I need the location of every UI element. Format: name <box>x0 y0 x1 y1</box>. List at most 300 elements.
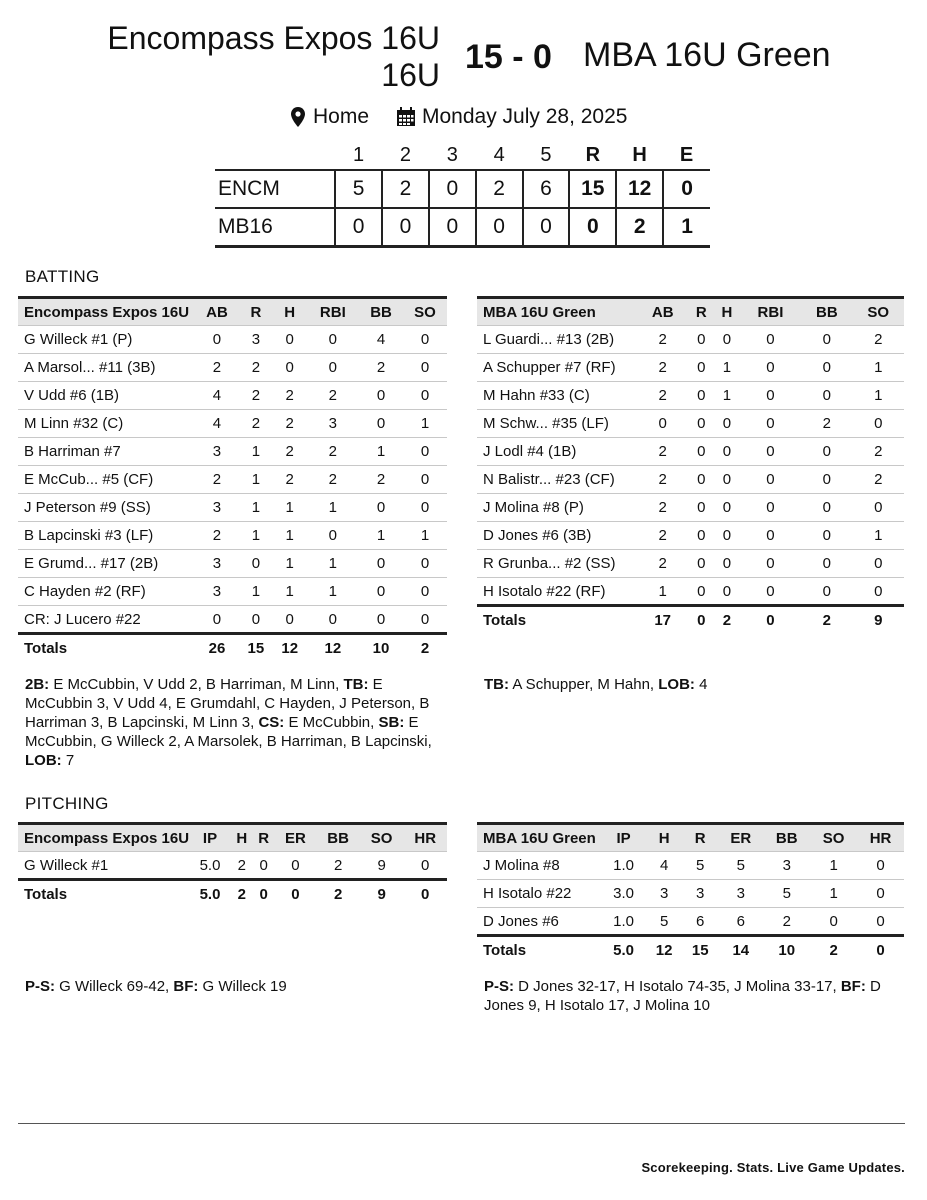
stat-value: 2 <box>874 471 883 488</box>
stat-value: 0 <box>697 527 706 544</box>
table-header-row <box>477 298 904 326</box>
note-label: TB: <box>343 676 369 693</box>
stat-value: 1 <box>328 583 338 600</box>
stat-value: 0 <box>822 387 831 404</box>
totals-row <box>18 880 447 908</box>
stat-value: 0 <box>420 443 430 460</box>
total-value: 12 <box>281 639 299 657</box>
stat-value: 2 <box>658 499 667 516</box>
total-value: 2 <box>822 611 831 629</box>
stat-value: 0 <box>251 555 261 572</box>
stat-value: 2 <box>328 443 338 460</box>
stat-value: 2 <box>285 471 294 488</box>
note-text: E McCubbin 3, V Udd 4, E Grumdahl, C Hayden, J Peterson, B Harriman 3, B Lapcinski, M Linn 3, <box>25 676 430 731</box>
stat-value: 2 <box>658 555 667 572</box>
stat-value: 1 <box>874 359 883 376</box>
stat-value: 3 <box>782 857 791 874</box>
inning-header: 3 <box>446 144 458 166</box>
note-label: BF: <box>173 978 199 995</box>
player-name: V Udd #6 (1B) <box>24 387 120 404</box>
stat-value: 0 <box>285 610 294 628</box>
stat-value: 1 <box>285 527 294 544</box>
player-name: H Isotalo #22 (RF) <box>483 582 606 600</box>
note-text: G Willeck 19 <box>198 978 287 995</box>
stat-column-header: SO <box>414 303 436 321</box>
table-row <box>18 494 447 522</box>
stat-value: 2 <box>874 443 883 460</box>
stat-value: 0 <box>766 555 775 572</box>
table-header-row <box>477 824 904 852</box>
total-value: 10 <box>372 639 390 657</box>
stat-value: 5 <box>736 857 745 874</box>
table-row <box>18 522 447 550</box>
stat-value: 0 <box>874 499 883 516</box>
linescore-row <box>215 170 710 208</box>
table-row <box>477 880 904 908</box>
stat-value: 3 <box>212 555 222 572</box>
hits-header: H <box>632 144 647 166</box>
total-value: 2 <box>333 885 343 903</box>
stat-value: 0 <box>722 443 732 460</box>
stat-value: 5 <box>696 857 705 874</box>
stat-value: 0 <box>291 856 300 874</box>
stat-value: 0 <box>697 555 706 572</box>
note-text: G Willeck 69-42, <box>55 978 174 995</box>
stat-value: 3 <box>659 885 669 902</box>
note-label: SB: <box>378 714 405 731</box>
stat-value: 2 <box>328 471 338 488</box>
errors-header: E <box>679 144 694 166</box>
stat-value: 0 <box>328 610 338 628</box>
note-text: E McCubbin, <box>284 714 379 731</box>
stat-value: 0 <box>822 555 831 572</box>
table-row <box>477 494 904 522</box>
stat-value: 0 <box>420 471 430 488</box>
total-value: 2 <box>722 611 732 629</box>
table-row <box>18 466 447 494</box>
stat-value: 0 <box>766 359 775 376</box>
player-name: B Lapcinski #3 (LF) <box>24 527 154 544</box>
stat-value: 1 <box>251 499 261 516</box>
stat-value: 3.0 <box>613 885 634 902</box>
away-batting-notes <box>484 675 904 694</box>
player-name: C Hayden #2 (RF) <box>24 583 146 600</box>
total-value: 2 <box>237 885 247 903</box>
stat-value: 0 <box>420 359 430 376</box>
stat-value: 0 <box>697 443 706 460</box>
stat-value: 0 <box>212 610 222 628</box>
stat-column-header: SO <box>370 829 393 847</box>
table-row <box>477 466 904 494</box>
stat-value: 3 <box>328 415 338 432</box>
totals-label: Totals <box>483 941 527 959</box>
stat-column-header: H <box>721 303 733 321</box>
stat-value: 0 <box>697 582 706 600</box>
stat-value: 5.0 <box>199 856 221 874</box>
total-value: 9 <box>377 885 386 903</box>
stat-value: 2 <box>822 415 831 432</box>
linescore-row <box>215 208 710 246</box>
stat-value: 0 <box>328 331 338 348</box>
total-value: 0 <box>876 941 885 959</box>
linescore-team: ENCM <box>218 177 280 200</box>
stat-value: 0 <box>212 331 222 348</box>
game-date <box>396 105 627 129</box>
stat-value: 0 <box>766 527 775 544</box>
stat-value: 1 <box>251 583 261 600</box>
stat-value: 0 <box>722 499 732 516</box>
stat-value: 0 <box>420 610 430 628</box>
table-row <box>477 326 904 354</box>
stat-value: 0 <box>251 610 261 628</box>
total-value: 17 <box>654 611 672 629</box>
stat-column-header: SO <box>822 829 845 847</box>
stat-value: 0 <box>420 331 430 348</box>
total-value: 0 <box>291 885 300 903</box>
stat-value: 2 <box>212 527 222 544</box>
stat-value: 0 <box>722 331 732 348</box>
stat-value: 6 <box>696 912 705 930</box>
stat-value: 5 <box>782 885 791 902</box>
stat-value: 1 <box>251 527 261 544</box>
table-row <box>477 382 904 410</box>
totals-row <box>477 936 904 964</box>
player-name: M Linn #32 (C) <box>24 415 124 432</box>
linescore-header-row <box>215 142 710 170</box>
team-name-header: Encompass Expos 16U <box>24 829 190 847</box>
team-name-header: MBA 16U Green <box>483 829 596 847</box>
stat-value: 3 <box>251 331 261 348</box>
stat-value: 2 <box>658 359 667 376</box>
totals-label: Totals <box>483 611 527 629</box>
note-label: TB: <box>484 676 509 693</box>
stat-value: 0 <box>376 499 386 516</box>
table-header-row <box>18 824 447 852</box>
away-batting-table <box>477 296 904 634</box>
note-text: D Jones 32-17, H Isotalo 74-35, J Molina 33-17, <box>514 978 841 995</box>
totals-row <box>18 634 447 662</box>
stat-value: 0 <box>328 527 338 544</box>
stat-column-header: RBI <box>319 303 346 321</box>
total-value: 14 <box>732 941 750 959</box>
player-name: G Willeck #1 <box>24 856 109 874</box>
stat-value: 0 <box>421 856 430 874</box>
stat-value: 0 <box>420 387 430 404</box>
stat-value: 1 <box>328 555 338 572</box>
table-row <box>477 908 904 936</box>
stat-value: 0 <box>822 499 831 516</box>
stat-value: 0 <box>420 499 430 516</box>
stat-value: 0 <box>766 499 775 516</box>
total-value: 15 <box>247 639 265 657</box>
table-row <box>477 354 904 382</box>
stat-column-header: AB <box>651 303 674 321</box>
table-row <box>477 852 904 880</box>
stat-value: 0 <box>328 359 338 376</box>
stat-value: 3 <box>212 499 222 516</box>
inning-score: 2 <box>382 170 429 208</box>
stat-value: 0 <box>822 331 831 348</box>
stat-value: 0 <box>658 415 667 432</box>
errors-total: 1 <box>663 208 710 246</box>
stat-value: 4 <box>376 331 386 348</box>
table-row <box>477 550 904 578</box>
stat-value: 2 <box>251 359 261 376</box>
stat-value: 9 <box>377 856 386 874</box>
player-name: G Willeck #1 (P) <box>24 331 133 348</box>
stat-value: 1 <box>420 527 430 544</box>
table-header-row <box>18 298 447 326</box>
inning-header: 2 <box>399 144 411 166</box>
player-name: J Molina #8 <box>483 857 560 874</box>
stat-value: 0 <box>822 527 831 544</box>
total-value: 26 <box>208 639 226 657</box>
inning-score: 0 <box>476 208 523 246</box>
errors-total: 0 <box>663 170 710 208</box>
pitching-section-title: PITCHING <box>25 794 109 813</box>
stat-value: 0 <box>722 415 732 432</box>
stat-column-header: H <box>284 303 296 321</box>
note-label: P-S: <box>484 978 514 995</box>
totals-label: Totals <box>24 639 68 657</box>
player-name: D Jones #6 (3B) <box>483 527 592 544</box>
note-text: A Schupper, M Hahn, <box>509 676 659 693</box>
stat-value: 1 <box>285 499 294 516</box>
home-batting-notes <box>25 675 445 770</box>
stat-value: 2 <box>251 387 261 404</box>
stat-value: 0 <box>376 555 386 572</box>
final-score: 15 - 0 <box>465 38 552 76</box>
stat-value: 0 <box>766 471 775 488</box>
total-value: 10 <box>778 941 796 959</box>
total-value: 0 <box>421 885 430 903</box>
stat-value: 4 <box>212 387 222 404</box>
stat-column-header: ER <box>730 829 752 847</box>
stat-value: 2 <box>658 387 667 404</box>
stat-value: 2 <box>376 359 386 376</box>
stat-value: 0 <box>874 415 883 432</box>
stat-value: 0 <box>376 415 386 432</box>
stat-value: 0 <box>766 387 775 404</box>
table-row <box>18 852 447 880</box>
total-value: 2 <box>420 639 430 657</box>
stat-value: 1 <box>829 857 838 874</box>
stat-column-header: AB <box>206 303 228 321</box>
home-pitching-table <box>18 822 447 908</box>
stat-column-header: H <box>236 829 248 847</box>
note-label: LOB: <box>658 676 695 693</box>
stat-column-header: RBI <box>757 303 784 321</box>
stat-value: 0 <box>376 610 386 628</box>
player-name: M Hahn #33 (C) <box>483 387 590 404</box>
player-name: J Molina #8 (P) <box>483 499 584 516</box>
stat-value: 0 <box>822 471 831 488</box>
inning-score: 0 <box>429 208 476 246</box>
total-value: 0 <box>697 611 706 629</box>
game-meta <box>0 103 927 133</box>
total-value: 12 <box>655 941 673 959</box>
note-label: 2B: <box>25 676 50 693</box>
total-value: 15 <box>691 941 709 959</box>
stat-value: 2 <box>658 443 667 460</box>
stat-value: 1 <box>376 443 386 460</box>
stat-value: 0 <box>697 359 706 376</box>
note-label: P-S: <box>25 978 55 995</box>
stat-value: 1 <box>376 527 386 544</box>
stat-value: 2 <box>251 415 261 432</box>
stat-value: 2 <box>874 331 883 348</box>
total-value: 9 <box>874 611 883 629</box>
footer-tagline: Scorekeeping. Stats. Live Game Updates. <box>641 1160 905 1175</box>
runs-header: R <box>585 144 601 166</box>
stat-value: 0 <box>876 912 885 930</box>
calendar-icon <box>396 107 416 127</box>
stat-value: 0 <box>697 331 706 348</box>
player-name: E McCub... #5 (CF) <box>24 471 154 488</box>
stat-column-header: R <box>250 303 262 321</box>
stat-value: 1.0 <box>613 857 634 874</box>
stat-column-header: BB <box>370 303 392 321</box>
location-label: Home <box>313 105 370 128</box>
stat-value: 1 <box>722 387 732 404</box>
stat-value: 2 <box>658 331 667 348</box>
runs-total: 15 <box>569 170 616 208</box>
stat-value: 2 <box>328 387 338 404</box>
inning-score: 6 <box>523 170 570 208</box>
stat-value: 2 <box>285 387 294 404</box>
stat-value: 2 <box>237 856 247 874</box>
total-value: 0 <box>766 611 775 629</box>
stat-value: 0 <box>822 582 831 600</box>
stat-value: 1 <box>251 471 261 488</box>
inning-score: 2 <box>476 170 523 208</box>
stat-value: 0 <box>822 443 831 460</box>
stat-value: 1 <box>829 885 838 902</box>
note-label: CS: <box>258 714 285 731</box>
stat-column-header: R <box>258 829 270 847</box>
inning-score: 0 <box>523 208 570 246</box>
stat-value: 0 <box>876 857 885 874</box>
table-row <box>18 550 447 578</box>
table-row <box>477 578 904 606</box>
stat-value: 0 <box>722 555 732 572</box>
stat-value: 0 <box>285 331 294 348</box>
inning-score: 0 <box>382 208 429 246</box>
stat-column-header: SO <box>867 303 890 321</box>
total-value: 5.0 <box>613 941 634 959</box>
totals-row <box>477 606 904 634</box>
player-name: E Grumd... #17 (2B) <box>24 555 159 572</box>
stat-value: 0 <box>874 555 883 572</box>
stat-value: 3 <box>212 583 222 600</box>
stat-value: 0 <box>420 555 430 572</box>
table-row <box>18 410 447 438</box>
stat-value: 1 <box>285 583 294 600</box>
stat-column-header: BB <box>327 829 349 847</box>
stat-value: 0 <box>722 527 732 544</box>
table-row <box>18 578 447 606</box>
stat-column-header: HR <box>869 829 892 847</box>
stat-column-header: R <box>695 303 707 321</box>
stat-value: 0 <box>876 885 885 902</box>
stat-value: 0 <box>420 583 430 600</box>
stat-value: 0 <box>722 582 732 600</box>
player-name: M Schw... #35 (LF) <box>483 415 609 432</box>
stat-column-header: H <box>658 829 670 847</box>
player-name: J Lodl #4 (1B) <box>483 443 577 460</box>
table-row <box>477 522 904 550</box>
note-label: BF: <box>840 978 866 995</box>
stat-value: 0 <box>766 331 775 348</box>
table-row <box>18 382 447 410</box>
linescore-table <box>215 142 710 248</box>
table-row <box>18 326 447 354</box>
stat-value: 0 <box>697 387 706 404</box>
inning-header: 1 <box>353 144 365 166</box>
table-row <box>18 606 447 634</box>
stat-value: 0 <box>766 582 775 600</box>
table-row <box>18 438 447 466</box>
note-label: LOB: <box>25 752 62 769</box>
inning-score: 0 <box>335 208 382 246</box>
player-name: R Grunba... #2 (SS) <box>483 555 616 572</box>
stat-value: 0 <box>285 359 294 376</box>
table-row <box>477 410 904 438</box>
totals-label: Totals <box>24 885 68 903</box>
player-name: H Isotalo #22 <box>483 885 572 902</box>
table-row <box>18 354 447 382</box>
stat-value: 3 <box>696 885 705 902</box>
home-team-name: Encompass Expos 16U 16U <box>107 20 440 93</box>
player-name: A Schupper #7 (RF) <box>483 359 616 376</box>
player-name: B Harriman #7 <box>24 443 121 460</box>
hits-total: 2 <box>616 208 663 246</box>
stat-value: 0 <box>766 415 775 432</box>
stat-column-header: BB <box>815 303 838 321</box>
stat-value: 2 <box>212 359 222 376</box>
stat-column-header: R <box>694 829 706 847</box>
home-batting-table <box>18 296 447 662</box>
stat-value: 1 <box>722 359 732 376</box>
note-text: 4 <box>694 676 708 693</box>
stat-value: 0 <box>376 583 386 600</box>
home-pitching-notes <box>25 977 445 996</box>
batting-section-title: BATTING <box>25 267 100 286</box>
player-name: L Guardi... #13 (2B) <box>483 331 615 348</box>
game-header <box>0 14 927 104</box>
note-text: 7 <box>61 752 75 769</box>
stat-value: 2 <box>376 471 386 488</box>
stat-value: 5 <box>659 912 669 930</box>
stat-value: 2 <box>333 856 343 874</box>
away-pitching-table <box>477 822 904 964</box>
linescore-team: MB16 <box>218 214 273 238</box>
stat-column-header: ER <box>285 829 306 847</box>
player-name: J Peterson #9 (SS) <box>24 499 151 516</box>
stat-value: 2 <box>782 912 791 930</box>
total-value: 12 <box>324 639 342 657</box>
team-name-header: MBA 16U Green <box>483 303 596 321</box>
stat-value: 0 <box>822 359 831 376</box>
note-text: E McCubbin, V Udd 2, B Harriman, M Linn, <box>49 676 344 693</box>
stat-value: 2 <box>285 443 294 460</box>
footer-divider <box>18 1123 905 1124</box>
player-name: N Balistr... #23 (CF) <box>483 471 615 488</box>
player-name: CR: J Lucero #22 <box>24 610 141 628</box>
stat-value: 4 <box>212 415 222 432</box>
stat-value: 0 <box>722 471 732 488</box>
stat-value: 6 <box>736 912 745 930</box>
